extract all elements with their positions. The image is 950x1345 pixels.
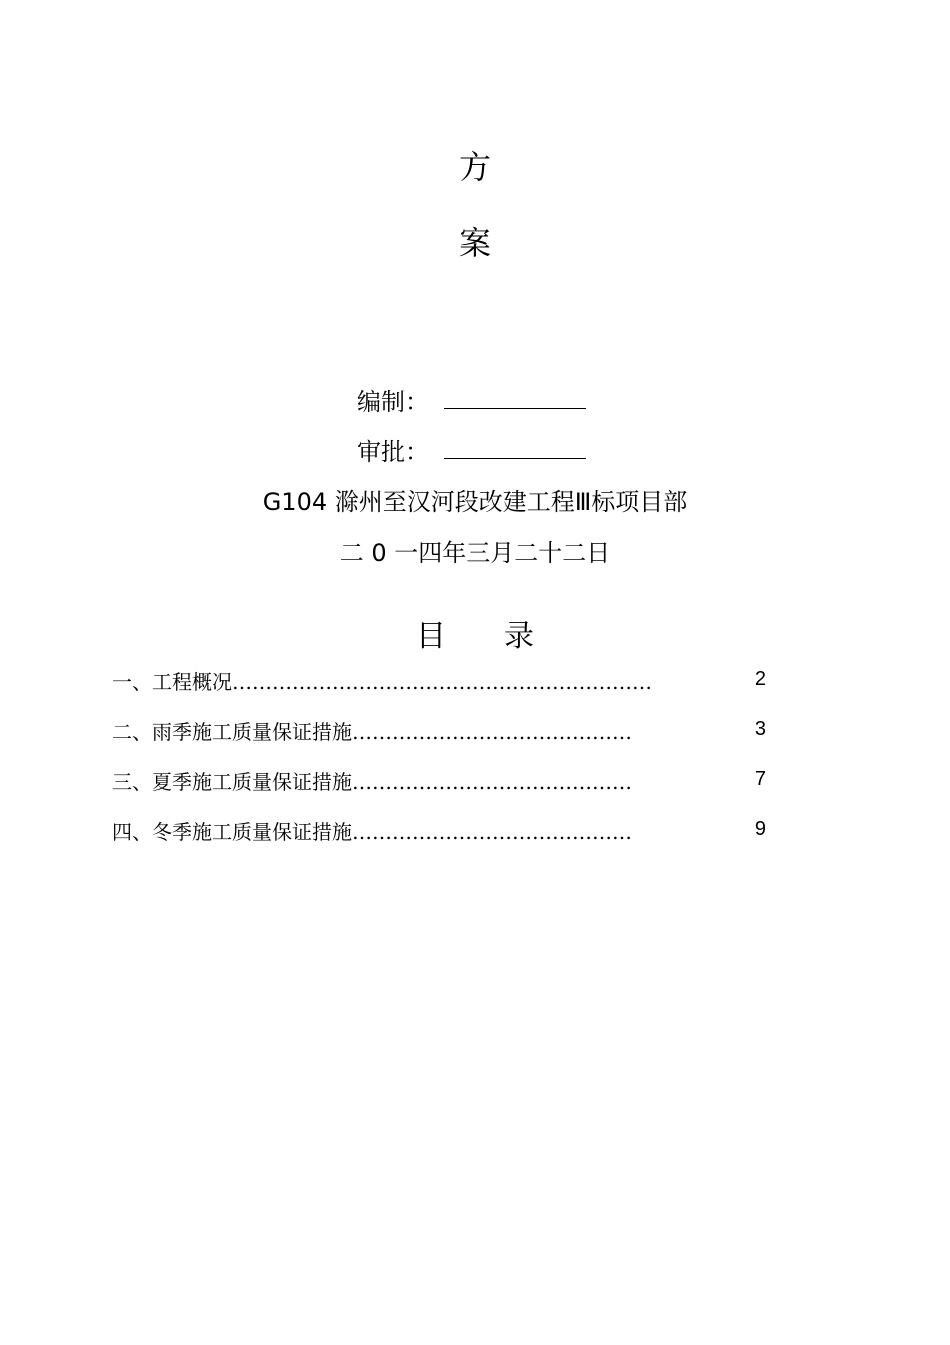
title-line-2: 案 (458, 224, 491, 262)
toc-title-right: 录 (504, 619, 534, 654)
toc-item-page: 9 (754, 818, 766, 840)
toc-item-label: 四、冬季施工质量保证措施 (112, 820, 352, 844)
toc-item-page: 7 (754, 768, 766, 790)
toc-item-1[interactable] (112, 666, 652, 695)
approver-blank-line (444, 458, 586, 459)
toc-item-3[interactable] (112, 766, 632, 795)
compiler-blank-line (444, 408, 586, 409)
toc-item-leader: …………………………………… (352, 720, 632, 744)
toc-item-4[interactable] (112, 816, 632, 845)
toc-item-page: 2 (754, 668, 766, 690)
toc-item-label: 一、工程概况 (112, 670, 232, 694)
toc-title-left: 目 (416, 619, 446, 654)
toc-item-leader: …………………………………… (352, 820, 632, 844)
approver-label: 审批： (357, 438, 429, 466)
toc-item-leader: …………………………………… (352, 770, 632, 794)
organization-name: G104 滁州至汉河段改建工程Ⅲ标项目部 (262, 488, 688, 516)
toc-item-leader: ……………………………………………………… (232, 670, 652, 694)
toc-item-label: 三、夏季施工质量保证措施 (112, 770, 352, 794)
document-date: 二 0 一四年三月二十二日 (339, 539, 611, 567)
compiler-label: 编制： (357, 388, 429, 416)
toc-item-page: 3 (754, 718, 766, 740)
title-line-1: 方 (458, 148, 491, 186)
toc-item-2[interactable] (112, 716, 632, 745)
toc-item-label: 二、雨季施工质量保证措施 (112, 720, 352, 744)
toc-title (0, 611, 950, 655)
